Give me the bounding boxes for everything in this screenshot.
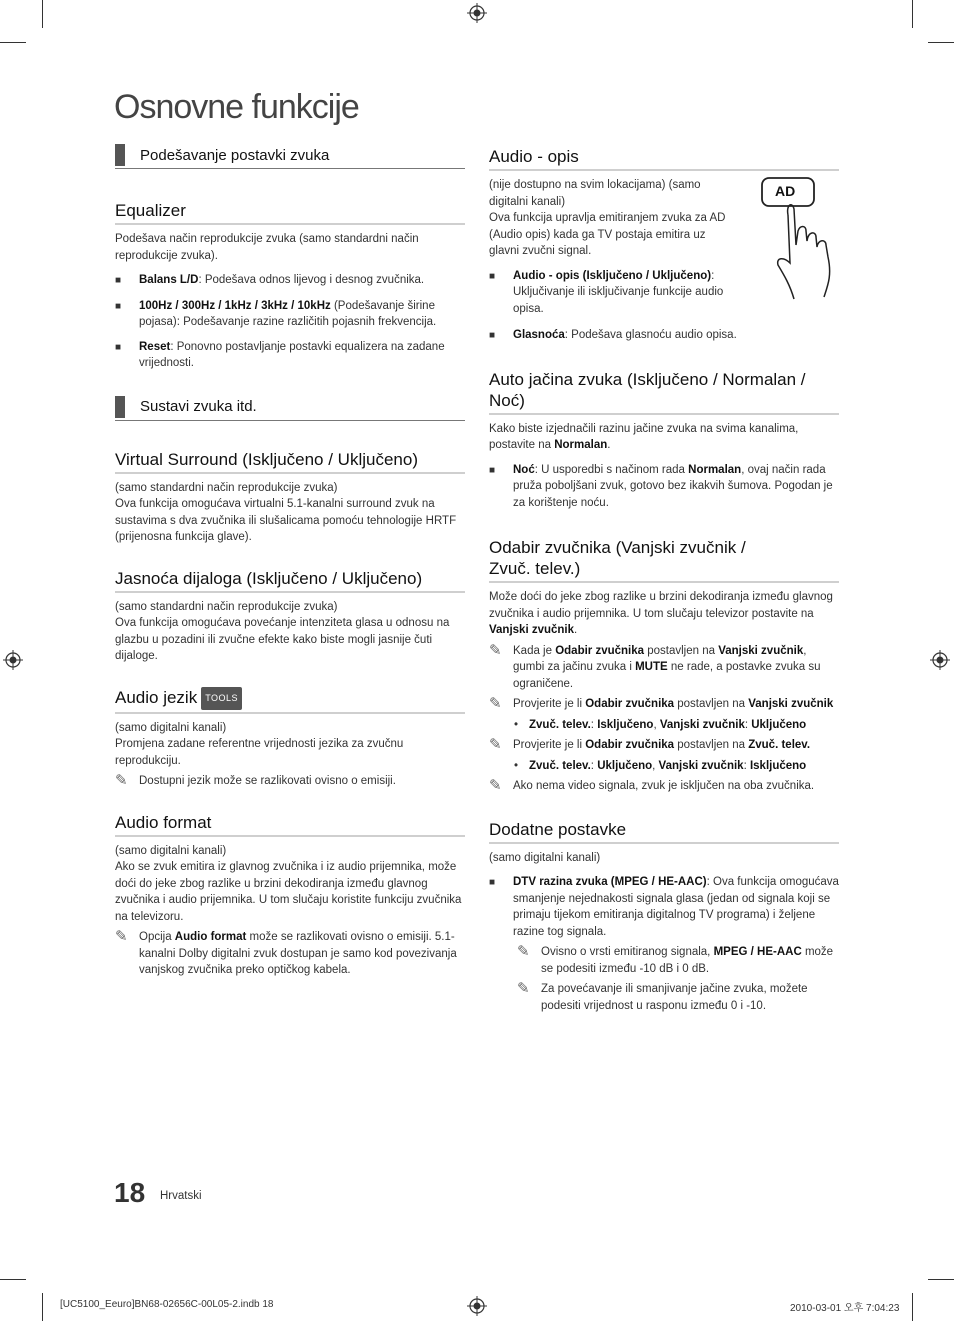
list-item: ■ Audio - opis (Isključeno / Uključeno): Uključivanje ili isključivanje funkcije audio opisa. (489, 268, 735, 318)
registration-mark-icon (467, 3, 487, 23)
list-item: ■ Glasnoća: Podešava glasnoću audio opisa. (489, 327, 839, 345)
paragraph: (samo standardni način reprodukcije zvuka) (115, 600, 338, 613)
pencil-note-icon: ✎ (115, 928, 128, 946)
audio-format-heading: Audio format (115, 812, 465, 837)
paragraph: (samo digitalni kanali) (115, 721, 227, 734)
paragraph: Promjena zadane referentne vrijednosti jezika za zvučnu reprodukciju. (115, 738, 404, 767)
additional-settings-heading: Dodatne postavke (489, 819, 839, 844)
note: ✎ Ako nema video signala, zvuk je isključen na oba zvučnika. (489, 777, 815, 794)
registration-mark-icon (467, 1296, 487, 1316)
square-bullet-icon: ■ (489, 877, 496, 888)
pencil-note-icon: ✎ (489, 777, 502, 794)
section-title: Sustavi zvuka itd. (140, 398, 257, 415)
section-title: Podešavanje postavki zvuka (140, 146, 330, 164)
pencil-note-icon: ✎ (489, 736, 502, 753)
registration-mark-icon (930, 650, 950, 670)
ad-label: AD (775, 183, 796, 199)
paragraph: Ova funkcija upravlja emitiranjem zvuka za AD (Audio opis) kada ga TV postaja emitira uz glavni zvučni signal. (489, 212, 726, 257)
dot-bullet-icon: • (514, 718, 519, 731)
note: ✎ Provjerite je li Odabir zvučnika postavljen na Zvuč. telev. (489, 736, 811, 753)
list-item: ■ Balans L/D: Podešava odnos lijevog i desnog zvučnika. (115, 272, 465, 290)
paragraph: Može doći do jeke zbog razlike u brzini dekodiranja između glavnog zvučnika i audio prijemnika. U tom slučaju televizor postavite na Vanjski zvučnik. (489, 591, 833, 636)
registration-mark-icon (3, 650, 23, 670)
sub-item: • Zvuč. telev.: Uključeno, Vanjski zvučnik: Isključeno (489, 758, 839, 775)
crop-mark (928, 1279, 954, 1280)
hand-pressing-button-icon (760, 175, 850, 305)
page-title: Osnovne funkcije (114, 88, 359, 126)
square-bullet-icon: ■ (489, 270, 496, 282)
sub-item: • Zvuč. telev.: Isključeno, Vanjski zvučnik: Uključeno (489, 717, 839, 734)
note: ✎ Kada je Odabir zvučnika postavljen na Vanjski zvučnik, gumbi za jačinu zvuka i MUTE ne rade, a postavke zvuka su ograničene. (489, 643, 839, 693)
list-item: ■ Noć: U usporedbi s načinom rada Normalan, ovaj način rada pruža poboljšani zvuk, gotovo bez ikakvih šumova. Pogodan je za korištenje noću. (489, 462, 839, 512)
left-column (115, 142, 465, 979)
page-number: 18 (114, 1177, 146, 1208)
paragraph: Ako se zvuk emitira iz glavnog zvučnika i iz audio prijemnika, može doći do jeke zbog razlike u brzini dekodiranja između glavnog zvučnika i audio prijemnika. U tom slučaju koristite funkciju zvučnika na televizoru. (115, 861, 462, 923)
dot-bullet-icon: • (514, 759, 519, 772)
paragraph: Ova funkcija omogućava povećanje intenziteta glasa u odnosu na glazbu u pozadini ili zvučne efekte kako biste mogli jasnije čuti dijaloge. (115, 617, 450, 662)
crop-mark (0, 42, 26, 43)
page-language: Hrvatski (160, 1190, 202, 1202)
imprint-file: [UC5100_Eeuro]BN68-02656C-00L05-2.indb 18 (60, 1299, 274, 1310)
note: ✎ Ovisno o vrsti emitiranog signala, MPEG / HE-AAC može se podesiti između -10 dB i 0 dB. (489, 944, 839, 977)
dialog-clarity-heading: Jasnoća dijaloga (Isključeno / Uključeno) (115, 568, 465, 593)
list-item: ■ Reset: Ponovno postavljanje postavki equalizera na zadane vrijednosti. (115, 339, 465, 372)
speaker-select-heading: Odabir zvučnika (Vanjski zvučnik / Zvuč. telev.) (489, 537, 839, 583)
list-item: ■ DTV razina zvuka (MPEG / HE-AAC): Ova funkcija omogućava smanjenje nejednakosti signala glasa (jedan od signala koji se primaju tijekom emitiranja digitalnog TV programa) i željene razine tog signala. (489, 874, 839, 940)
square-bullet-icon: ■ (489, 330, 496, 341)
pencil-note-icon: ✎ (115, 772, 128, 790)
paragraph: Ova funkcija omogućava virtualni 5.1-kanalni surround zvuk na sustavima s dva zvučnika ili slušalicama pomoću tehnologije HRTF (prijenosna funkcija glave). (115, 498, 457, 543)
ad-button-illustration (760, 175, 850, 305)
crop-mark (42, 1293, 43, 1321)
tools-badge: TOOLS (201, 687, 242, 710)
crop-mark (0, 1279, 26, 1280)
crop-mark (912, 1293, 913, 1321)
note: ✎ Dostupni jezik može se razlikovati ovisno o emisiji. (115, 772, 396, 790)
note: ✎ Opcija Audio format može se razlikovati ovisno o emisiji. 5.1-kanalni Dolby digitalni zvuk dostupan je samo kod povezivanja vanjskog zvučnika preko optičkog kabela. (115, 929, 465, 979)
audio-language-heading: Audio jezik TOOLS (115, 687, 465, 714)
imprint-date: 2010-03-01 오후 7:04:23 (790, 1303, 900, 1314)
pencil-note-icon: ✎ (517, 980, 530, 997)
pencil-note-icon: ✎ (489, 695, 502, 712)
virtual-surround-heading: Virtual Surround (Isključeno / Uključeno) (115, 449, 465, 474)
paragraph: (samo digitalni kanali) (115, 844, 227, 857)
paragraph: (samo digitalni kanali) (489, 851, 601, 864)
section-header (115, 142, 465, 169)
section-marker (115, 396, 125, 418)
paragraph: Kako biste izjednačili razinu jačine zvuka na svima kanalima, postavite na Normalan. (489, 422, 799, 451)
note: ✎ Provjerite je li Odabir zvučnika postavljen na Vanjski zvučnik (489, 695, 834, 712)
audio-description-heading: Audio - opis (489, 146, 839, 171)
crop-mark (42, 0, 43, 28)
square-bullet-icon: ■ (115, 275, 122, 286)
equalizer-heading: Equalizer (115, 200, 465, 225)
note: ✎ Za povećavanje ili smanjivanje jačine zvuka, možete podesiti vrijednost u rasponu između 0 i -10. (489, 981, 839, 1014)
paragraph: (samo standardni način reprodukcije zvuka) (115, 481, 338, 494)
square-bullet-icon: ■ (115, 341, 122, 353)
pencil-note-icon: ✎ (517, 943, 530, 960)
square-bullet-icon: ■ (115, 300, 122, 312)
equalizer-desc: Podešava način reprodukcije zvuka (samo standardni način reprodukcije zvuka). (115, 233, 419, 262)
crop-mark (928, 42, 954, 43)
auto-volume-heading: Auto jačina zvuka (Isključeno / Normalan / Noć) (489, 369, 839, 415)
crop-mark (912, 0, 913, 28)
list-item: ■ 100Hz / 300Hz / 1kHz / 3kHz / 10kHz (Podešavanje širine pojasa): Podešavanje razine različitih pojasnih frekvencija. (115, 298, 465, 331)
square-bullet-icon: ■ (489, 464, 496, 476)
paragraph: (nije dostupno na svim lokacijama) (samo digitalni kanali) (489, 179, 701, 208)
section-header (115, 394, 465, 421)
pencil-note-icon: ✎ (489, 641, 502, 659)
section-marker (115, 144, 125, 166)
